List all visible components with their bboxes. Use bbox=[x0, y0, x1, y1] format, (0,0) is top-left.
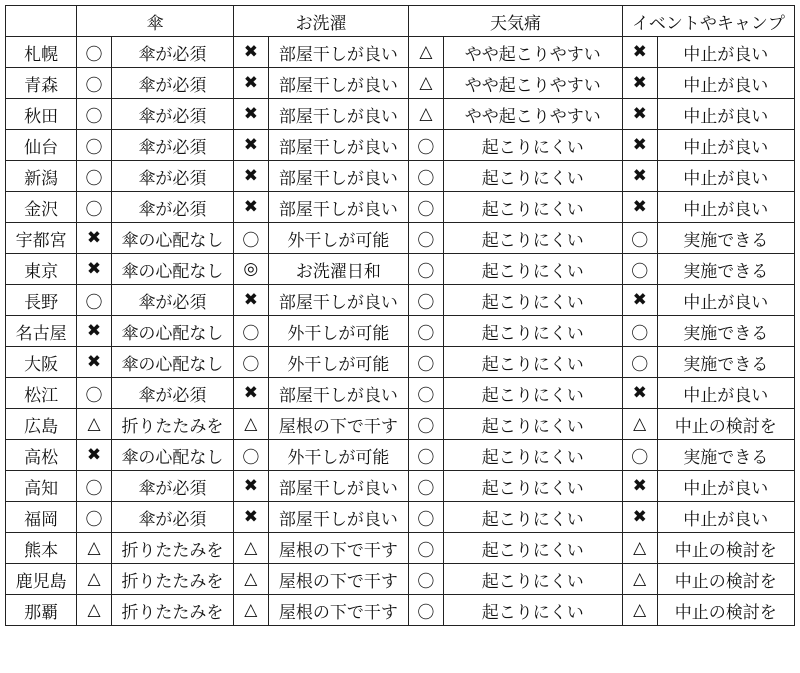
laundry-text: 部屋干しが良い bbox=[268, 192, 408, 223]
umbrella-text: 傘が必須 bbox=[111, 37, 233, 68]
event-symbol: 〇 bbox=[622, 347, 657, 378]
umbrella-symbol: 〇 bbox=[77, 161, 112, 192]
event-symbol: △ bbox=[622, 409, 657, 440]
umbrella-symbol: ✖ bbox=[77, 347, 112, 378]
laundry-symbol: △ bbox=[234, 533, 269, 564]
table-body bbox=[6, 37, 795, 626]
umbrella-symbol: ✖ bbox=[77, 223, 112, 254]
event-text: 実施できる bbox=[657, 223, 795, 254]
event-symbol: 〇 bbox=[622, 440, 657, 471]
headache-text: 起こりにくい bbox=[443, 440, 622, 471]
laundry-symbol: ✖ bbox=[234, 502, 269, 533]
laundry-symbol: △ bbox=[234, 409, 269, 440]
umbrella-symbol: 〇 bbox=[77, 471, 112, 502]
headache-symbol: 〇 bbox=[409, 533, 444, 564]
laundry-text: 外干しが可能 bbox=[268, 347, 408, 378]
city-name: 高松 bbox=[6, 440, 77, 471]
laundry-symbol: 〇 bbox=[234, 316, 269, 347]
umbrella-symbol: △ bbox=[77, 564, 112, 595]
city-name: 仙台 bbox=[6, 130, 77, 161]
city-name: 熊本 bbox=[6, 533, 77, 564]
laundry-symbol: ✖ bbox=[234, 130, 269, 161]
table-row bbox=[6, 316, 795, 347]
headache-symbol: 〇 bbox=[409, 285, 444, 316]
headache-symbol: 〇 bbox=[409, 347, 444, 378]
headache-text: 起こりにくい bbox=[443, 316, 622, 347]
umbrella-symbol: △ bbox=[77, 533, 112, 564]
event-text: 中止が良い bbox=[657, 285, 795, 316]
headache-symbol: △ bbox=[409, 68, 444, 99]
umbrella-text: 傘が必須 bbox=[111, 378, 233, 409]
table-row bbox=[6, 409, 795, 440]
laundry-symbol: ✖ bbox=[234, 285, 269, 316]
headache-symbol: 〇 bbox=[409, 378, 444, 409]
headache-text: 起こりにくい bbox=[443, 409, 622, 440]
laundry-text: 部屋干しが良い bbox=[268, 37, 408, 68]
table-row bbox=[6, 223, 795, 254]
umbrella-text: 傘の心配なし bbox=[111, 440, 233, 471]
city-name: 大阪 bbox=[6, 347, 77, 378]
header-corner bbox=[6, 6, 77, 37]
laundry-text: 屋根の下で干す bbox=[268, 564, 408, 595]
laundry-text: 部屋干しが良い bbox=[268, 471, 408, 502]
umbrella-text: 傘の心配なし bbox=[111, 223, 233, 254]
headache-symbol: △ bbox=[409, 99, 444, 130]
umbrella-symbol: △ bbox=[77, 595, 112, 626]
laundry-symbol: ✖ bbox=[234, 378, 269, 409]
event-symbol: ✖ bbox=[622, 192, 657, 223]
event-symbol: ✖ bbox=[622, 502, 657, 533]
umbrella-text: 折りたたみを bbox=[111, 533, 233, 564]
headache-text: やや起こりやすい bbox=[443, 99, 622, 130]
headache-text: 起こりにくい bbox=[443, 595, 622, 626]
headache-symbol: 〇 bbox=[409, 192, 444, 223]
city-name: 広島 bbox=[6, 409, 77, 440]
city-name: 青森 bbox=[6, 68, 77, 99]
event-symbol: ✖ bbox=[622, 285, 657, 316]
table-row bbox=[6, 595, 795, 626]
event-text: 中止が良い bbox=[657, 471, 795, 502]
umbrella-symbol: ✖ bbox=[77, 254, 112, 285]
header-row bbox=[6, 6, 795, 37]
event-symbol: ✖ bbox=[622, 471, 657, 502]
event-text: 中止が良い bbox=[657, 99, 795, 130]
event-text: 中止が良い bbox=[657, 192, 795, 223]
headache-text: 起こりにくい bbox=[443, 502, 622, 533]
event-text: 実施できる bbox=[657, 440, 795, 471]
headache-symbol: 〇 bbox=[409, 564, 444, 595]
umbrella-text: 傘の心配なし bbox=[111, 254, 233, 285]
laundry-symbol: ◎ bbox=[234, 254, 269, 285]
city-name: 松江 bbox=[6, 378, 77, 409]
event-text: 中止の検討を bbox=[657, 564, 795, 595]
city-name: 福岡 bbox=[6, 502, 77, 533]
laundry-text: お洗濯日和 bbox=[268, 254, 408, 285]
city-name: 宇都宮 bbox=[6, 223, 77, 254]
headache-text: 起こりにくい bbox=[443, 192, 622, 223]
city-name: 新潟 bbox=[6, 161, 77, 192]
city-name: 那覇 bbox=[6, 595, 77, 626]
headache-text: やや起こりやすい bbox=[443, 68, 622, 99]
event-symbol: ✖ bbox=[622, 161, 657, 192]
event-symbol: △ bbox=[622, 533, 657, 564]
umbrella-text: 折りたたみを bbox=[111, 564, 233, 595]
table-row bbox=[6, 347, 795, 378]
laundry-text: 屋根の下で干す bbox=[268, 409, 408, 440]
event-text: 中止が良い bbox=[657, 37, 795, 68]
table-row bbox=[6, 254, 795, 285]
umbrella-symbol: 〇 bbox=[77, 37, 112, 68]
headache-symbol: 〇 bbox=[409, 316, 444, 347]
laundry-text: 部屋干しが良い bbox=[268, 285, 408, 316]
event-text: 中止が良い bbox=[657, 502, 795, 533]
headache-text: 起こりにくい bbox=[443, 285, 622, 316]
umbrella-text: 傘が必須 bbox=[111, 502, 233, 533]
laundry-text: 部屋干しが良い bbox=[268, 68, 408, 99]
table-row bbox=[6, 471, 795, 502]
headache-text: 起こりにくい bbox=[443, 254, 622, 285]
umbrella-text: 折りたたみを bbox=[111, 409, 233, 440]
city-name: 東京 bbox=[6, 254, 77, 285]
headache-text: 起こりにくい bbox=[443, 347, 622, 378]
laundry-symbol: ✖ bbox=[234, 471, 269, 502]
headache-text: 起こりにくい bbox=[443, 471, 622, 502]
event-text: 中止が良い bbox=[657, 378, 795, 409]
laundry-text: 外干しが可能 bbox=[268, 223, 408, 254]
event-symbol: △ bbox=[622, 595, 657, 626]
event-text: 中止の検討を bbox=[657, 409, 795, 440]
city-name: 名古屋 bbox=[6, 316, 77, 347]
event-symbol: 〇 bbox=[622, 316, 657, 347]
event-text: 中止の検討を bbox=[657, 595, 795, 626]
umbrella-symbol: 〇 bbox=[77, 130, 112, 161]
umbrella-text: 傘が必須 bbox=[111, 161, 233, 192]
umbrella-text: 傘が必須 bbox=[111, 285, 233, 316]
headache-text: 起こりにくい bbox=[443, 533, 622, 564]
laundry-symbol: ✖ bbox=[234, 161, 269, 192]
headache-symbol: 〇 bbox=[409, 502, 444, 533]
header-headache: 天気痛 bbox=[409, 6, 623, 37]
laundry-text: 部屋干しが良い bbox=[268, 161, 408, 192]
laundry-symbol: ✖ bbox=[234, 37, 269, 68]
umbrella-text: 折りたたみを bbox=[111, 595, 233, 626]
table-row bbox=[6, 161, 795, 192]
laundry-symbol: ✖ bbox=[234, 68, 269, 99]
umbrella-symbol: ✖ bbox=[77, 440, 112, 471]
event-text: 中止が良い bbox=[657, 161, 795, 192]
forecast-table bbox=[5, 5, 795, 626]
event-symbol: ✖ bbox=[622, 378, 657, 409]
event-symbol: △ bbox=[622, 564, 657, 595]
city-name: 鹿児島 bbox=[6, 564, 77, 595]
umbrella-text: 傘が必須 bbox=[111, 99, 233, 130]
umbrella-symbol: 〇 bbox=[77, 192, 112, 223]
laundry-symbol: △ bbox=[234, 564, 269, 595]
event-symbol: ✖ bbox=[622, 37, 657, 68]
table-row bbox=[6, 378, 795, 409]
umbrella-text: 傘が必須 bbox=[111, 471, 233, 502]
headache-text: 起こりにくい bbox=[443, 564, 622, 595]
city-name: 秋田 bbox=[6, 99, 77, 130]
laundry-symbol: △ bbox=[234, 595, 269, 626]
event-symbol: 〇 bbox=[622, 254, 657, 285]
headache-symbol: 〇 bbox=[409, 254, 444, 285]
laundry-text: 外干しが可能 bbox=[268, 316, 408, 347]
laundry-symbol: ✖ bbox=[234, 99, 269, 130]
table-row bbox=[6, 533, 795, 564]
event-symbol: 〇 bbox=[622, 223, 657, 254]
event-text: 中止が良い bbox=[657, 68, 795, 99]
headache-text: 起こりにくい bbox=[443, 161, 622, 192]
event-symbol: ✖ bbox=[622, 99, 657, 130]
table-row bbox=[6, 502, 795, 533]
laundry-symbol: 〇 bbox=[234, 223, 269, 254]
umbrella-symbol: 〇 bbox=[77, 285, 112, 316]
headache-symbol: 〇 bbox=[409, 595, 444, 626]
umbrella-symbol: △ bbox=[77, 409, 112, 440]
umbrella-symbol: 〇 bbox=[77, 99, 112, 130]
event-text: 中止が良い bbox=[657, 130, 795, 161]
umbrella-text: 傘の心配なし bbox=[111, 316, 233, 347]
event-text: 実施できる bbox=[657, 254, 795, 285]
umbrella-text: 傘が必須 bbox=[111, 68, 233, 99]
laundry-symbol: 〇 bbox=[234, 440, 269, 471]
table-row bbox=[6, 68, 795, 99]
city-name: 金沢 bbox=[6, 192, 77, 223]
headache-symbol: 〇 bbox=[409, 223, 444, 254]
header-umbrella: 傘 bbox=[77, 6, 234, 37]
event-text: 実施できる bbox=[657, 347, 795, 378]
headache-text: 起こりにくい bbox=[443, 223, 622, 254]
headache-symbol: △ bbox=[409, 37, 444, 68]
headache-symbol: 〇 bbox=[409, 440, 444, 471]
headache-symbol: 〇 bbox=[409, 471, 444, 502]
headache-text: 起こりにくい bbox=[443, 130, 622, 161]
umbrella-text: 傘の心配なし bbox=[111, 347, 233, 378]
table-row bbox=[6, 99, 795, 130]
event-symbol: ✖ bbox=[622, 130, 657, 161]
headache-text: 起こりにくい bbox=[443, 378, 622, 409]
headache-text: やや起こりやすい bbox=[443, 37, 622, 68]
header-event: イベントやキャンプ bbox=[622, 6, 794, 37]
city-name: 札幌 bbox=[6, 37, 77, 68]
table-row bbox=[6, 37, 795, 68]
table-header bbox=[6, 6, 795, 37]
event-text: 中止の検討を bbox=[657, 533, 795, 564]
laundry-text: 部屋干しが良い bbox=[268, 99, 408, 130]
city-name: 長野 bbox=[6, 285, 77, 316]
umbrella-symbol: 〇 bbox=[77, 502, 112, 533]
event-text: 実施できる bbox=[657, 316, 795, 347]
umbrella-text: 傘が必須 bbox=[111, 192, 233, 223]
headache-symbol: 〇 bbox=[409, 409, 444, 440]
laundry-text: 部屋干しが良い bbox=[268, 130, 408, 161]
headache-symbol: 〇 bbox=[409, 130, 444, 161]
laundry-text: 外干しが可能 bbox=[268, 440, 408, 471]
table-row bbox=[6, 285, 795, 316]
table-row bbox=[6, 192, 795, 223]
laundry-text: 屋根の下で干す bbox=[268, 595, 408, 626]
umbrella-text: 傘が必須 bbox=[111, 130, 233, 161]
table-row bbox=[6, 564, 795, 595]
laundry-symbol: 〇 bbox=[234, 347, 269, 378]
city-name: 高知 bbox=[6, 471, 77, 502]
header-laundry: お洗濯 bbox=[234, 6, 409, 37]
laundry-text: 屋根の下で干す bbox=[268, 533, 408, 564]
laundry-text: 部屋干しが良い bbox=[268, 502, 408, 533]
umbrella-symbol: ✖ bbox=[77, 316, 112, 347]
table-row bbox=[6, 440, 795, 471]
event-symbol: ✖ bbox=[622, 68, 657, 99]
laundry-symbol: ✖ bbox=[234, 192, 269, 223]
umbrella-symbol: 〇 bbox=[77, 378, 112, 409]
umbrella-symbol: 〇 bbox=[77, 68, 112, 99]
laundry-text: 部屋干しが良い bbox=[268, 378, 408, 409]
table-row bbox=[6, 130, 795, 161]
headache-symbol: 〇 bbox=[409, 161, 444, 192]
